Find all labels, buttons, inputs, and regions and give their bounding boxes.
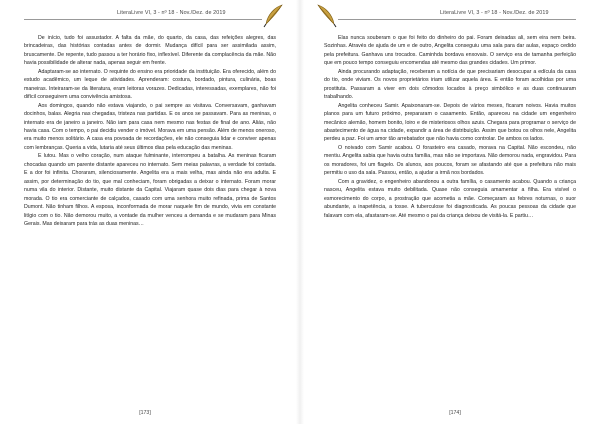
paragraph: Com a gravidez, o engenheiro abandonou a outra família, o casamento acabou. Quando a criança nasceu, Angelita estava muito debilitada. Quase não conseguia amamentar a filha. Era visível o esmorecimento do corpo, a prostração que acometia a mãe. Começaram as febres noturnas, o suor abundante, a inapetência, a tosse. A tuberculose foi diagnosticada. As poucas pessoas da cidade que falavam com ela, afastaram-se. Até mesmo o pai da criança deixou de visitá-la. E partiu…	[324, 178, 576, 219]
book-gutter	[296, 0, 304, 424]
paragraph: E lutou. Mas o velho coração, num ataque fulminante, interrompeu a batalha. As meninas ficaram chocadas quando um parente distante apareceu no internato. Sem meias palavras, a verdade foi contada. E a dor foi infinita. Choraram, silenciosamente. Angelita era a mais velha, mas ainda não era adulta. E assim, por determinação do tio, que mal conheciam, foram obrigadas a deixar o internato. Foram morar numa vila do interior. Distante, muito distante da Capital. Viajaram quase dois dias para chegar à nova morada. O tio era comerciante de calçados, casado com uma senhora muito refinada, prima de Santos Dumont. Não tinham filhos. A esposa, inconformada de morar naquele fim de mundo, vivia em constante litígio com o tio. Não demorou muito, a vontade da mulher venceu a demanda e se mudaram para Minas Gerais. Mas deixaram para trás as duas meninas…	[24, 153, 276, 227]
body-text	[324, 34, 576, 220]
paragraph: Aos domingos, quando não estava viajando, o pai sempre as visitava. Conversavam, ganhavam docinhos, balas. Alegria nas chegadas, tristeza nas partidas. E os anos se passavam. Para as meninas, o internato era de janeiro a janeiro. Não iam para casa nem mesmo nas festas de final de ano. Aliás, não havia casa. Com o tempo, o pai decidiu vender o imóvel. Morava em uma pensão. Além de menos oneroso, era muito menos solitário. A casa era povoada de recordações, ele não conseguia lidar e conviver apenas com lembranças. Queria a vida, lutaria até seus últimos dias pela educação das meninas.	[24, 102, 276, 151]
quill-pen-icon	[316, 4, 338, 28]
paragraph: Adaptaram-se ao internato. O requinte do ensino era prioridade da instituição. Era oferecido, além do estudo acadêmico, um leque de atividades. Aprenderam: costura, bordado, pintura, culinária, boas maneiras. Inteiraram-se da literatura, eram leitoras vorazes. Dedicadas, interessadas, exemplares, não foi difícil conseguirem uma convivência amistosa.	[24, 68, 276, 101]
quill-pen-icon	[262, 4, 284, 28]
body-text	[24, 34, 276, 228]
header-title: LiteraLivre VI, 3 - nº 18 - Nov./Dez. de 2019	[440, 10, 549, 16]
paragraph: De início, tudo foi assustador. A falta da mãe, do quarto, da casa, das refeições alegres, das brincadeiras, das histórias contadas antes de dormir. Mudança difícil para ser assimilada assim, bruscamente. De repente, tudo passou a ter horário fixo, inflexível. Diferente da complacência da mãe. Não havia possibilidade de alterar nada, apenas seguir em frente.	[24, 35, 276, 67]
paragraph: O noivado com Samir acabou. O forasteiro era casado, morava na Capital. Não escondeu, não mentiu. Angelita sabia que havia outra família, mas não se importava. Não demorou nada, engravidou. Para os moradores, foi um flagelo. Os alunos, aos poucos, foram se afastando até que a prefeitura não mais permitiu o uso da sala. Passou, então, a ajudar a irmã nos bordados.	[324, 144, 576, 177]
right-page	[310, 0, 600, 424]
paragraph: Ainda procurando adaptação, receberam a notícia de que precisariam desocupar a edícula da casa do tio, onde viviam. Os novos proprietários iriam utilizar aquela área. E então foram acolhidas por uma prostituta. Passaram a viver em dois cômodos locados à preço simbólico e as duas continuaram trabalhando.	[324, 68, 576, 101]
page-header	[324, 4, 576, 30]
page-header	[24, 4, 276, 30]
header-rule	[24, 19, 262, 20]
paragraph: Angelita conheceu Samir. Apaixonaram-se. Depois de vários meses, ficaram noivos. Havia muitos planos para um futuro próximo, prepararam o casamento. Então, apareceu na cidade um engenheiro mecânico alemão, homem bonito, loiro e de misteriosos olhos azuis. Chegara para programar o serviço de abastecimento de água na cidade, expandir a área de distribuição. Assim que botou os olhos nele, Angelita perdeu a paz. Foi um amor tão arrebatador que não havia como controlar. De ambos os lados.	[324, 102, 576, 143]
page-number: [173]	[139, 410, 151, 416]
header-title: LiteraLivre VI, 3 - nº 18 - Nov./Dez. de 2019	[117, 10, 226, 16]
paragraph: Elas nunca souberam o que foi feito do dinheiro do pai. Foram deixadas ali, sem eira nem beira. Sozinhas. Através de ajuda de um e de outro, Angelita conseguiu uma sala para dar aulas, espaço cedido pela prefeitura. Ganhava uns trocados. Caminhda bordava enxovais. O serviço era de tamanha perfeição que em pouco tempo conseguiu encomendas até mesmo das grandes cidades. Um primor.	[324, 35, 576, 67]
page-number: [174]	[449, 410, 461, 416]
header-rule	[338, 19, 576, 20]
left-page	[0, 0, 290, 424]
